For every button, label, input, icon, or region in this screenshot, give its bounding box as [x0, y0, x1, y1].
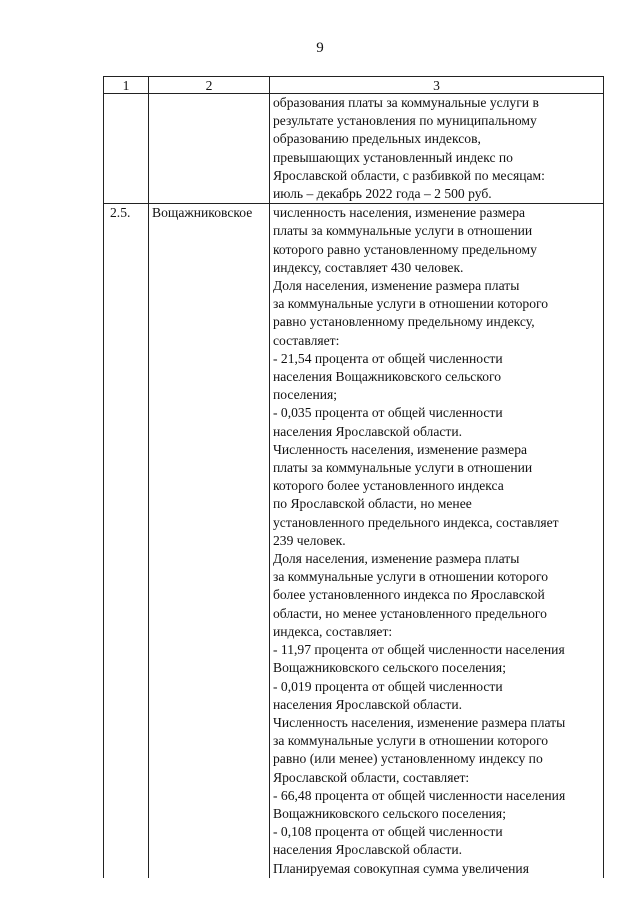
text-line: за коммунальные услуги в отношении которого	[273, 296, 549, 312]
table-row-2-5	[104, 204, 604, 878]
text-line: образования платы за коммунальные услуги в	[273, 95, 539, 110]
text-line: превышающих установленный индекс по	[273, 149, 513, 165]
row-text-cell	[270, 204, 604, 878]
text-line: - 0,108 процента от общей численности	[273, 824, 503, 840]
text-line: Численность населения, изменение размера	[273, 441, 528, 457]
empty-name-cell	[149, 94, 270, 204]
text-line: Ярославской области, с разбивкой по месяцам:	[273, 167, 545, 183]
text-line: платы за коммунальные услуги в отношении	[273, 460, 533, 476]
header-cell-3: 3	[270, 77, 604, 94]
text-line: индексу, составляет 430 человек.	[273, 259, 464, 275]
text-line: - 21,54 процента от общей численности	[273, 350, 503, 366]
text-line: за коммунальные услуги в отношении которого	[273, 569, 549, 585]
text-line: 239 человек.	[273, 532, 346, 548]
text-line: которого более установленного индекса	[273, 478, 504, 494]
text-line: Доля населения, изменение размера платы	[273, 278, 520, 294]
text-line: по Ярославской области, но менее	[273, 496, 472, 512]
text-line: области, но менее установленного предельного	[273, 605, 547, 621]
text-line: за коммунальные услуги в отношении которого	[273, 733, 549, 749]
municipality-name: Вощажниковское	[149, 204, 270, 878]
empty-number-cell	[104, 94, 149, 204]
text-line: платы за коммунальные услуги в отношении	[273, 223, 533, 239]
text-line: июль – декабрь 2022 года – 2 500 руб.	[273, 186, 492, 202]
document-table	[103, 76, 604, 878]
text-line: которого равно установленному предельному	[273, 241, 537, 257]
row-number: 2.5.	[104, 204, 149, 878]
text-line: индекса, составляет:	[273, 623, 393, 639]
text-line: - 0,035 процента от общей численности	[273, 405, 503, 421]
text-line: населения Ярославской области.	[273, 696, 463, 712]
header-cell-1: 1	[104, 77, 149, 94]
page-number: 9	[316, 40, 324, 56]
text-line: Вощажниковского сельского поселения;	[273, 660, 506, 676]
text-line: Ярославской области, составляет:	[273, 769, 470, 785]
text-line: равно (или менее) установленному индексу по	[273, 751, 543, 767]
text-line: населения Вощажниковского сельского	[273, 369, 502, 385]
text-line: - 0,019 процента от общей численности	[273, 678, 503, 694]
text-line: населения Ярославской области.	[273, 423, 463, 439]
text-line: населения Ярославской области.	[273, 842, 463, 858]
text-line: поселения;	[273, 387, 338, 403]
text-line: установленного предельного индекса, составляет	[273, 514, 559, 530]
text-line: Планируемая совокупная сумма увеличения	[273, 860, 529, 876]
text-line: образованию предельных индексов,	[273, 131, 481, 147]
text-line: результате установления по муниципальному	[273, 113, 537, 129]
text-line: - 66,48 процента от общей численности населения	[273, 787, 566, 803]
table-header-row	[104, 77, 604, 94]
header-cell-2: 2	[149, 77, 270, 94]
text-line: составляет:	[273, 332, 340, 348]
table-row-continuation	[104, 94, 604, 204]
text-line: Вощажниковского сельского поселения;	[273, 805, 506, 821]
text-line: Численность населения, изменение размера платы	[273, 714, 566, 730]
text-line: - 11,97 процента от общей численности населения	[273, 642, 565, 658]
text-line: Доля населения, изменение размера платы	[273, 551, 520, 567]
text-line: более установленного индекса по Ярославской	[273, 587, 545, 603]
text-line: численность населения, изменение размера	[273, 205, 526, 221]
continuation-text-cell	[270, 94, 604, 204]
text-line: равно установленному предельному индексу,	[273, 314, 535, 330]
